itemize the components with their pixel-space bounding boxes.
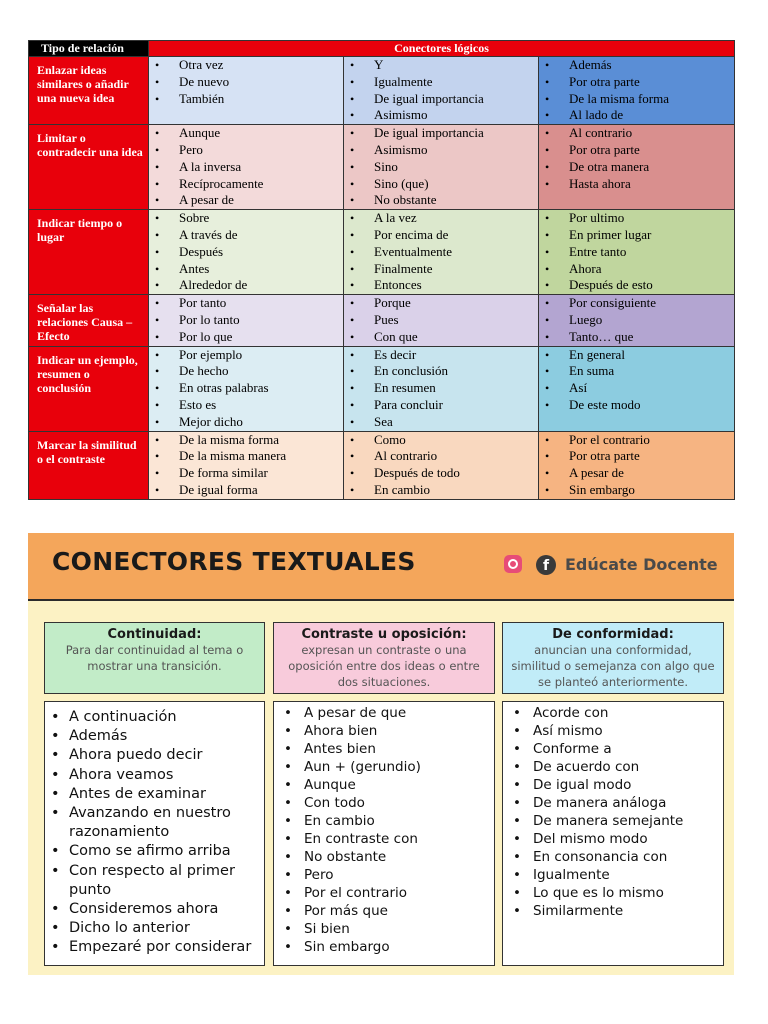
connector-item: • Conforme a (503, 740, 723, 758)
connector-list (149, 432, 343, 499)
connector-item: • Con que (348, 329, 538, 346)
column-heading: Continuidad: (107, 627, 202, 642)
table-row (29, 295, 735, 346)
connector-item: • Avanzando en nuestro razonamiento (45, 804, 264, 842)
infographic-title: CONECTORES TEXTUALES (52, 547, 416, 576)
header-relation-type: Tipo de relación (29, 41, 149, 57)
table-row (29, 210, 735, 295)
logical-connectors-table (28, 40, 734, 500)
relation-type-cell: Enlazar ideas similares o añadir una nueva idea (29, 57, 149, 125)
connector-item: • Consideremos ahora (45, 900, 264, 919)
connector-item: • Porque (348, 295, 538, 312)
connector-item: • En conclusión (348, 363, 538, 380)
connector-item: • De este modo (543, 397, 734, 414)
connector-item: • De otra manera (543, 159, 734, 176)
connector-item: • Ahora (543, 261, 734, 278)
connector-cell (149, 125, 344, 210)
connector-cell (344, 125, 539, 210)
connector-item: • Sobre (153, 210, 343, 227)
connector-item: • A través de (153, 227, 343, 244)
connector-cell (539, 210, 735, 295)
connector-cell (149, 295, 344, 346)
connector-item: • Ahora puedo decir (45, 746, 264, 765)
connector-item: • De igual importancia (348, 91, 538, 108)
connector-list (149, 125, 343, 209)
connector-item: • No obstante (348, 192, 538, 209)
column-heading: De conformidad: (552, 627, 674, 642)
connector-item: • Lo que es lo mismo (503, 884, 723, 902)
connector-item: • Por consiguiente (543, 295, 734, 312)
header-logical-connectors: Conectores lógicos (149, 41, 735, 57)
connector-cell (344, 295, 539, 346)
relation-type-cell: Marcar la similitud o el contraste (29, 431, 149, 499)
connector-item: • Dicho lo anterior (45, 919, 264, 938)
connector-item: • Después de todo (348, 465, 538, 482)
connector-item: • Por ejemplo (153, 347, 343, 364)
connector-item: • A pesar de (543, 465, 734, 482)
connector-item: • Mejor dicho (153, 414, 343, 431)
connector-item: • De forma similar (153, 465, 343, 482)
connector-item: • En contraste con (274, 830, 494, 848)
relation-type-cell: Señalar las relaciones Causa – Efecto (29, 295, 149, 346)
connector-item: • Como (348, 432, 538, 449)
connector-item: • Después (153, 244, 343, 261)
connector-item: • Al lado de (543, 107, 734, 124)
connector-item: • Sin embargo (274, 938, 494, 956)
connector-item: • Ahora veamos (45, 766, 264, 785)
connector-cell (344, 346, 539, 431)
connector-item: • Además (543, 57, 734, 74)
connector-list (539, 295, 734, 345)
connector-item: • En resumen (348, 380, 538, 397)
connector-item: • Es decir (348, 347, 538, 364)
connector-item: • Con todo (274, 794, 494, 812)
connector-item: • En cambio (274, 812, 494, 830)
heading-box-continuity (44, 622, 265, 694)
column-description: anuncian una conformidad, similitud o semejanza con algo que se planteó anteriormente. (511, 643, 715, 689)
connector-item: • Aun + (gerundio) (274, 758, 494, 776)
list-box-conformity (502, 701, 724, 966)
connector-item: • Por encima de (348, 227, 538, 244)
connector-list (344, 347, 538, 431)
connector-cell (539, 295, 735, 346)
connector-item: • De hecho (153, 363, 343, 380)
heading-box-conformity (502, 622, 724, 694)
connector-item: • Pues (348, 312, 538, 329)
connector-list (539, 432, 734, 499)
connector-item: • Por otra parte (543, 142, 734, 159)
connector-item: • Entre tanto (543, 244, 734, 261)
connector-item: • Si bien (274, 920, 494, 938)
connector-list (149, 347, 343, 431)
connector-cell (149, 346, 344, 431)
connector-item: • Como se afirmo arriba (45, 842, 264, 861)
connector-item: • Sino (348, 159, 538, 176)
connector-item: • Empezaré por considerar (45, 938, 264, 957)
connector-item: • Por el contrario (543, 432, 734, 449)
connector-item: • Finalmente (348, 261, 538, 278)
connector-item: • De nuevo (153, 74, 343, 91)
connector-list (149, 210, 343, 294)
connector-list (149, 57, 343, 107)
connector-list (344, 295, 538, 345)
connector-item: • A pesar de que (274, 704, 494, 722)
connector-item: • Sino (que) (348, 176, 538, 193)
connector-item: • Sin embargo (543, 482, 734, 499)
connector-item: • Igualmente (503, 866, 723, 884)
connector-item: • Por el contrario (274, 884, 494, 902)
connector-item: • En cambio (348, 482, 538, 499)
connector-list (539, 125, 734, 192)
relation-type-cell: Limitar o contradecir una idea (29, 125, 149, 210)
table-row (29, 57, 735, 125)
connector-list (539, 347, 734, 414)
connector-item: • Antes de examinar (45, 785, 264, 804)
connector-cell (539, 125, 735, 210)
connector-item: • Acorde con (503, 704, 723, 722)
connector-item: • Similarmente (503, 902, 723, 920)
column-description: expresan un contraste o una oposición entre dos ideas o entre dos situaciones. (288, 643, 480, 689)
column-heading: Contraste u oposición: (301, 627, 467, 642)
connector-item: • De acuerdo con (503, 758, 723, 776)
relation-type-cell: Indicar tiempo o lugar (29, 210, 149, 295)
connector-item: • Por más que (274, 902, 494, 920)
connector-item: • En primer lugar (543, 227, 734, 244)
connector-list (344, 210, 538, 294)
column-description: Para dar continuidad al tema o mostrar una transición. (65, 643, 244, 673)
connector-item: • A continuación (45, 708, 264, 727)
connector-item: • A la inversa (153, 159, 343, 176)
banner (28, 533, 734, 601)
connector-item: • Aunque (153, 125, 343, 142)
connector-list (539, 57, 734, 124)
connector-item: • Igualmente (348, 74, 538, 91)
connector-item: • Asimismo (348, 142, 538, 159)
connector-item: • Por lo que (153, 329, 343, 346)
connector-cell (539, 431, 735, 499)
list-box-contrast (273, 701, 495, 966)
connector-item: • Antes bien (274, 740, 494, 758)
connector-item: • En consonancia con (503, 848, 723, 866)
connector-cell (344, 57, 539, 125)
table-row (29, 431, 735, 499)
connector-item: • Después de esto (543, 277, 734, 294)
connector-item: • Por tanto (153, 295, 343, 312)
connector-cell (539, 346, 735, 431)
connector-item: • En otras palabras (153, 380, 343, 397)
instagram-icon (504, 555, 522, 573)
connector-item: • Para concluir (348, 397, 538, 414)
connector-item: • De manera análoga (503, 794, 723, 812)
connector-item: • Entonces (348, 277, 538, 294)
connector-item: • Además (45, 727, 264, 746)
heading-box-contrast (273, 622, 495, 694)
connector-cell (149, 210, 344, 295)
connector-item: • En general (543, 347, 734, 364)
textual-connectors-infographic (28, 533, 734, 975)
connector-item: • De la misma manera (153, 448, 343, 465)
connector-item: • Otra vez (153, 57, 343, 74)
connector-item: • Aunque (274, 776, 494, 794)
connector-item: • Por ultimo (543, 210, 734, 227)
connector-item: • Así mismo (503, 722, 723, 740)
table-row (29, 125, 735, 210)
connector-item: • Recíprocamente (153, 176, 343, 193)
connector-item: • Eventualmente (348, 244, 538, 261)
list-box-continuity (44, 701, 265, 966)
relation-type-cell: Indicar un ejemplo, resumen o conclusión (29, 346, 149, 431)
connector-item: • Así (543, 380, 734, 397)
connector-cell (149, 431, 344, 499)
connector-item: • Luego (543, 312, 734, 329)
connector-item: • De igual importancia (348, 125, 538, 142)
connector-item: • Al contrario (543, 125, 734, 142)
connector-item: • También (153, 91, 343, 108)
connector-item: • De la misma forma (543, 91, 734, 108)
connector-cell (149, 57, 344, 125)
connector-item: • Esto es (153, 397, 343, 414)
connector-cell (539, 57, 735, 125)
connector-item: • Sea (348, 414, 538, 431)
connector-list (344, 125, 538, 209)
connector-item: • Por otra parte (543, 74, 734, 91)
connector-item: • Por otra parte (543, 448, 734, 465)
connector-item: • Hasta ahora (543, 176, 734, 193)
facebook-icon: f (536, 555, 556, 575)
connector-item: • A pesar de (153, 192, 343, 209)
connector-item: • Asimismo (348, 107, 538, 124)
connector-list (149, 295, 343, 345)
connector-item: • En suma (543, 363, 734, 380)
connector-item: • No obstante (274, 848, 494, 866)
connector-item: • Alrededor de (153, 277, 343, 294)
connector-item: • Y (348, 57, 538, 74)
connector-item: • Del mismo modo (503, 830, 723, 848)
brand-name: Edúcate Docente (565, 555, 718, 574)
connector-list (344, 432, 538, 499)
connector-item: • De manera semejante (503, 812, 723, 830)
connector-item: • Antes (153, 261, 343, 278)
connector-item: • De igual forma (153, 482, 343, 499)
connector-item: • Ahora bien (274, 722, 494, 740)
table-row (29, 346, 735, 431)
connector-item: • Pero (274, 866, 494, 884)
connector-item: • Al contrario (348, 448, 538, 465)
connector-cell (344, 431, 539, 499)
connector-item: • De igual modo (503, 776, 723, 794)
connector-item: • De la misma forma (153, 432, 343, 449)
connector-item: • Tanto… que (543, 329, 734, 346)
connector-item: • Con respecto al primer punto (45, 862, 264, 900)
connector-item: • Por lo tanto (153, 312, 343, 329)
connector-list (344, 57, 538, 124)
connector-item: • A la vez (348, 210, 538, 227)
connector-list (539, 210, 734, 294)
connector-item: • Pero (153, 142, 343, 159)
connector-cell (344, 210, 539, 295)
